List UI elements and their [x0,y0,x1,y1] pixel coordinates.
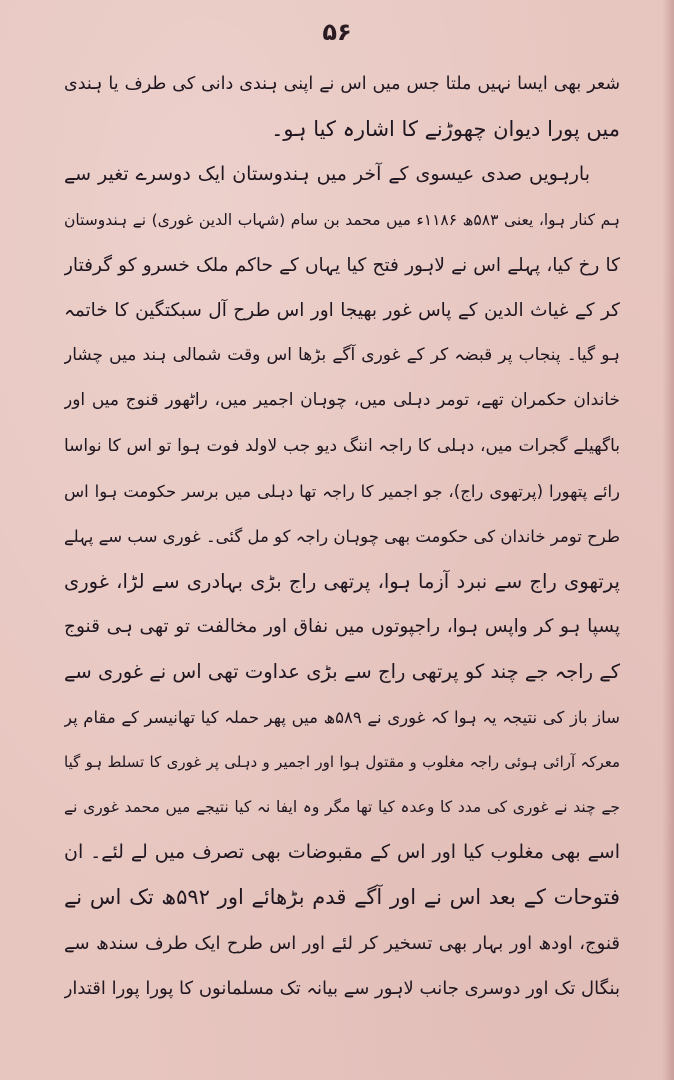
text-line: اسے بھی مغلوب کیا اور اس کے مقبوضات بھی تصرف میں لے لئے۔ ان [64,841,620,864]
page-number: ۵۶ [322,18,352,46]
text-line: کر کے غیاث الدین کے پاس غور بھیجا اور اس طرح آل سبکتگین کا خاتمہ [64,299,620,321]
text-line: پرتھوی راج سے نبرد آزما ہوا، پرتھی راج بڑی بہادری سے لڑا، غوری [64,570,620,594]
text-line: بنگال تک اور دوسری جانب لاہور سے بیانہ تک مسلمانوں کا پورا پورا اقتدار [64,977,620,999]
text-line: رائے پتھورا (پرتھوی راج)، جو اجمیر کا راجہ تھا دہلی میں برسر حکومت ہوا اس [64,481,620,501]
text-line: ہو گیا۔ پنجاب پر قبضہ کر کے غوری آگے بڑھا اس وقت شمالی ہند میں چشار [64,345,620,366]
text-line: پسپا ہو کر واپس ہوا، راجپوتوں میں نفاق اور مخالفت تو تھی ہی قنوج [64,616,620,638]
text-line: ساز باز کی نتیجہ یہ ہوا کہ غوری نے ۵۸۹ھ میں پھر حملہ کیا تھانیسر کے مقام پر [64,707,620,727]
text-line: میں پورا دیوان چھوڑنے کا اشارہ کیا ہو۔ [271,117,620,142]
text-line: خاندان حکمران تھے، تومر دہلی میں، چوہان اجمیر میں، راٹھور قنوج میں اور [64,390,620,411]
text-line: فتوحات کے بعد اس نے اور آگے قدم بڑھائے اور ۵۹۲ھ تک اس نے [64,885,620,910]
text-line: ہم کنار ہوا، یعنی ۵۸۳ھ ۱۱۸۶ء میں محمد بن سام (شہاب الدین غوری) نے ہندوستان [64,210,620,229]
text-line: طرح تومر خاندان کی حکومت بھی چوہان راجہ کو مل گئی۔ غوری سب سے پہلے [64,526,620,546]
text-line: بارہویں صدی عیسوی کے آخر میں ہندوستان ایک دوسرے تغیر سے [64,163,590,186]
text-line: معرکہ آرائی ہوئی راجہ مغلوب و مقتول ہوا اور اجمیر و دہلی پر غوری کا تسلط ہو گیا [64,752,620,771]
text-line: کا رخ کیا، پہلے اس نے لاہور فتح کیا یہاں کے حاکم ملک خسرو کو گرفتار [64,254,620,276]
text-line: قنوج، اودھ اور بہار بھی تسخیر کر لئے اور اس طرح ایک طرف سندھ سے [64,932,620,954]
text-line: جے چند نے غوری کی مدد کا وعدہ کیا تھا مگر وہ ایفا نہ کیا نتیجے میں محمد غوری نے [64,798,620,816]
page-edge-shadow [662,0,674,1080]
body-text [64,62,620,1011]
text-line: باگھیلے گجرات میں، دہلی کا راجہ اننگ دیو جب لاولد فوت ہوا تو اس کا نواسا [64,435,620,456]
text-line: کے راجہ جے چند کو پرتھی راج سے بڑی عداوت تھی اس نے غوری سے [64,660,620,684]
text-line: شعر بھی ایسا نہیں ملتا جس میں اس نے اپنی ہندی دانی کی طرف یا ہندی [64,74,620,94]
